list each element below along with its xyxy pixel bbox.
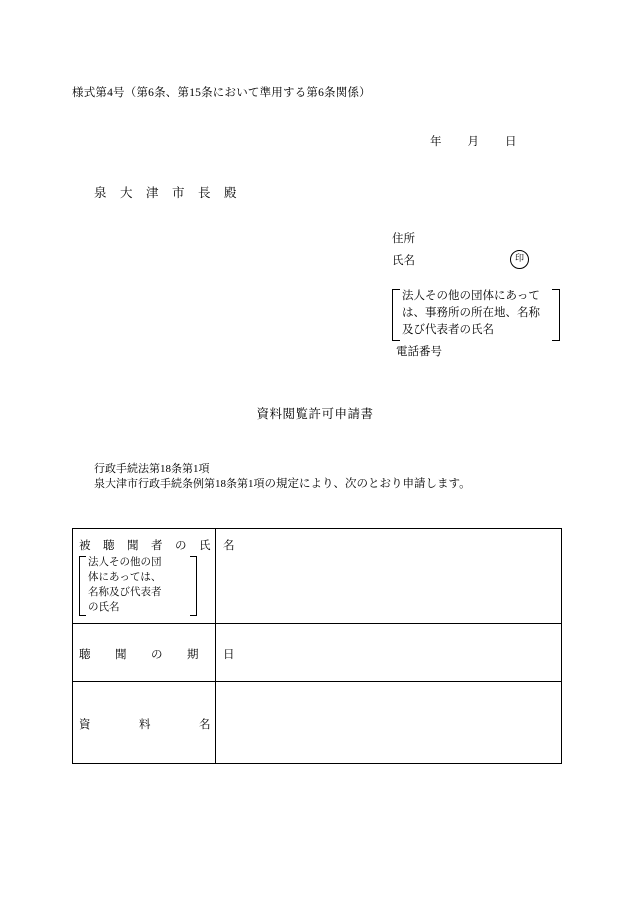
page-title: 資料閲覧許可申請書 — [256, 407, 374, 421]
date-year-label: 年 — [430, 136, 442, 148]
seal-icon: 印 — [510, 250, 529, 269]
date-month-label: 月 — [467, 136, 479, 148]
row-label-material-name-text: 資 料 名 — [79, 719, 211, 731]
corporate-note-line-1: 法人その他の団体にあって — [402, 290, 540, 302]
application-table — [72, 528, 562, 764]
applicant-address-label: 住所 — [392, 233, 415, 245]
applicant-name-label: 氏名 — [392, 255, 415, 267]
bracket-left-icon — [79, 556, 86, 616]
corporate-note-line-2: は、事務所の所在地、名称 — [402, 307, 540, 319]
row-label-material-name — [73, 682, 216, 764]
row-value-hearing-date[interactable] — [216, 624, 562, 682]
applicant-phone-label: 電話番号 — [396, 346, 442, 358]
corporate-note-line-3: 及び代表者の氏名 — [402, 324, 494, 336]
subject-note-line-1: 法人その他の団 — [88, 557, 162, 568]
subject-note-line-4: の氏名 — [88, 602, 120, 613]
legal-basis — [94, 462, 471, 492]
legal-basis-line-1: 行政手続法第18条第1項 — [94, 463, 210, 475]
date-day-label: 日 — [505, 136, 517, 148]
row-value-material-name[interactable] — [216, 682, 562, 764]
bracket-right-icon — [190, 556, 197, 616]
form-number: 様式第4号（第6条、第15条において準用する第6条関係） — [72, 87, 371, 99]
subject-note-line-3: 名称及び代表者 — [88, 587, 162, 598]
table-row — [73, 682, 562, 764]
bracket-left-icon — [392, 289, 400, 341]
applicant-name-row — [392, 252, 572, 274]
row-label-subject-name — [73, 529, 235, 624]
row-label-subject-name-note — [79, 556, 197, 614]
table-row — [73, 529, 562, 624]
row-value-subject-name[interactable] — [216, 529, 562, 624]
legal-basis-tail: の規定により、次のとおり申請します。 — [264, 478, 471, 490]
row-label-hearing-date-text: 聴 聞 の 期 日 — [79, 649, 235, 661]
applicant-block — [392, 230, 572, 274]
subject-note-line-2: 体にあっては、 — [88, 572, 162, 583]
date-line — [430, 133, 517, 149]
legal-basis-line-2: 泉大津市行政手続条例第18条第1項 — [94, 478, 265, 490]
table-row — [73, 624, 562, 682]
applicant-address-row — [392, 230, 572, 252]
bracket-right-icon — [552, 289, 560, 341]
row-label-hearing-date — [73, 624, 235, 682]
row-label-subject-name-text: 被 聴 聞 者 の 氏 名 — [79, 540, 235, 552]
corporate-applicant-note — [392, 289, 560, 339]
addressee: 泉 大 津 市 長 殿 — [94, 186, 238, 200]
